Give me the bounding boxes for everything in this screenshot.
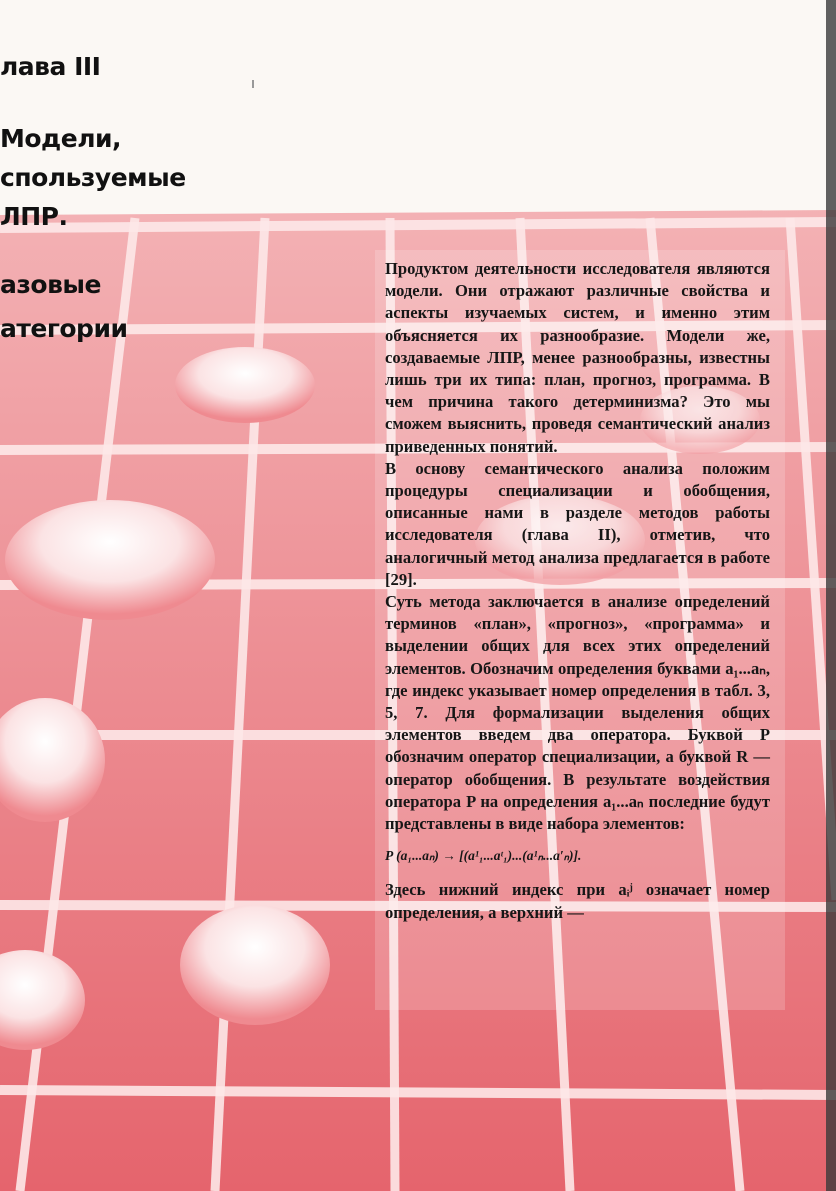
paragraph-4: Здесь нижний индекс при aᵢʲ означает номер определения, а верхний — [385,880,770,922]
section-title-line-2: атегории [0,314,128,343]
chapter-title-line-3: ЛПР. [0,202,68,231]
paragraph-3: Суть метода заключается в анализе определений терминов «план», «прогноз», «программа» и выделении общих для всех этих определений элементов. Обозначим определения буквами a₁...aₙ, где индекс указывает номер определения в табл. 3, 5, 7. Для формализации выделения общих элементов введем два оператора. Буквой P обозначим оператор специализации, а буквой R — оператор обобщения. В результате воздействия оператора P на определения a₁...aₙ последние будут представлены в виде набора элементов: [385,592,770,834]
formula: P (a₁...aₙ) → [(a¹₁...aᵗ₁)...(a¹ₙ...a′ₙ)]. [385,848,582,864]
body-text [385,258,770,924]
chapter-title-line-1: Модели, [0,124,122,153]
paragraph-1: Продуктом деятельности исследователя являются модели. Они отражают различные свойства и аспекты изучаемых систем, и именно этим объясняется их разнообразие. Модели же, создаваемые ЛПР, менее разнообразны, известны лишь три их типа: план, прогноз, программа. В чем причина такого детерминизма? Это мы сможем выяснить, проведя семантический анализ приведенных понятий. [385,259,770,456]
chapter-heading: лава III [0,52,101,81]
section-title-line-1: азовые [0,270,101,299]
chapter-title-line-2: спользуемые [0,163,186,192]
paragraph-2: В основу семантического анализа положим процедуры специализации и обобщения, описанные нами в разделе методов работы исследователя (глава II), отметив, что аналогичный метод анализа предлагается в работе [29]. [385,458,770,589]
page-mark [252,80,254,88]
